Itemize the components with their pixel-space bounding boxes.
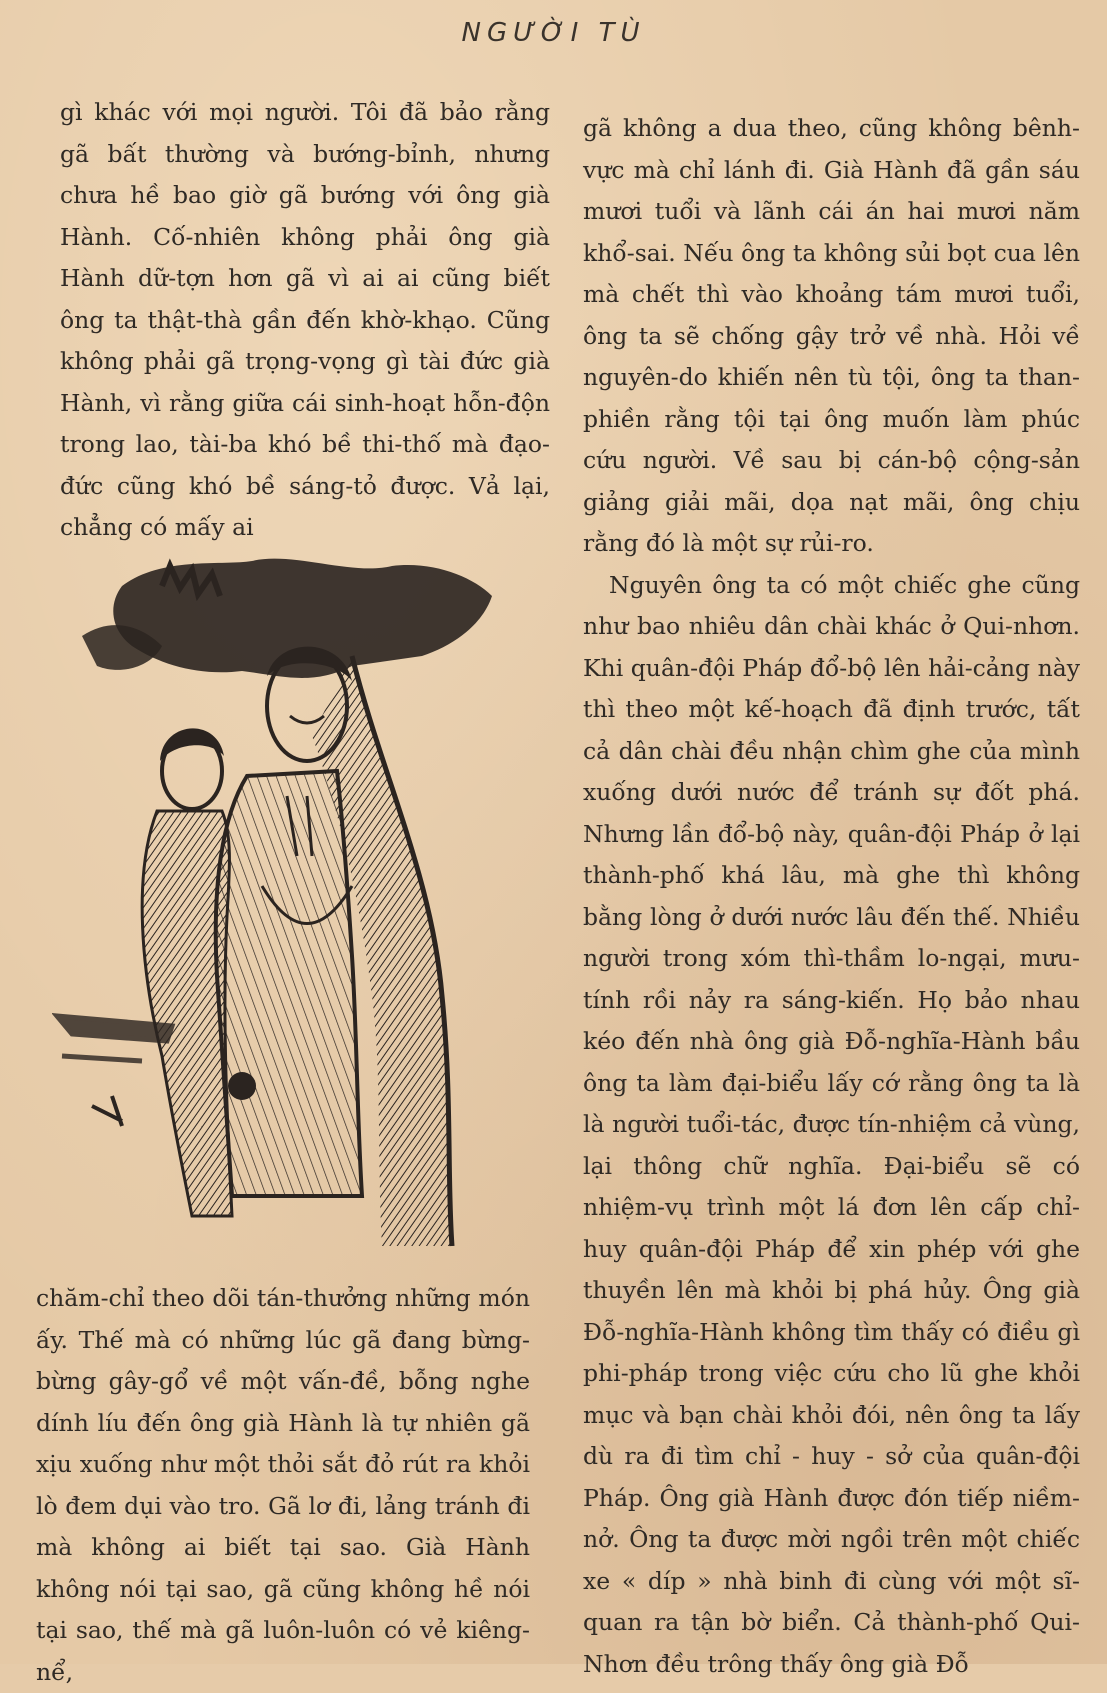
right-column	[583, 108, 1080, 1685]
paragraph: gì khác với mọi người. Tôi đã bảo rằng gã bất thường và bướng-bỉnh, nhưng chưa hề bao giờ gã bướng với ông già Hành. Cố-nhiên không phải ông già Hành dữ-tợn hơn gã vì ai ai cũng biết ông ta thật-thà gần đến khờ-khạo. Cũng không phải gã trọng-vọng gì tài đức già Hành, vì rằng giữa cái sinh-hoạt hỗn-độn trong lao, tài-ba khó bề thi-thố mà đạo-đức cũng khó bề sáng-tỏ được. Vả lại, chẳng có mấy ai	[60, 98, 550, 541]
left-column-top	[60, 92, 550, 549]
woman-body	[142, 811, 232, 1216]
man-body	[216, 771, 362, 1196]
illustration	[52, 556, 536, 1256]
paragraph: Nguyên ông ta có một chiếc ghe cũng như bao nhiêu dân chài khác ở Qui-nhơn. Khi quân-đội Pháp đổ-bộ lên hải-cảng này thì theo một kế-hoạch đã định trước, tất cả dân chài đều nhận chìm ghe của mình xuống dưới nước để tránh sự đốt phá. Nhưng lần đổ-bộ này, quân-đội Pháp ở lại thành-phố khá lâu, mà ghe thì không bằng lòng ở dưới nước lâu đến thế. Nhiều người trong xóm thì-thầm lo-ngại, mưu-tính rồi nảy ra sáng-kiến. Họ bảo nhau kéo đến nhà ông già Đỗ-nghĩa-Hành bầu ông ta làm đại-biểu lấy cớ rằng ông ta là là người tuổi-tác, được tín-nhiệm cả vùng, lại thông chữ nghĩa. Đại-biểu sẽ có nhiệm-vụ trình một lá đơn lên cấp chỉ-huy quân-đội Pháp để xin phép với ghe thuyền lên mà khỏi bị phá hủy. Ông già Đỗ-nghĩa-Hành không tìm thấy có điều gì phi-pháp trong việc cứu cho lũ ghe khỏi mục và bạn chài khỏi đói, nên ông ta lấy dù ra đi tìm chỉ - huy - sở của quân-đội Pháp. Ông già Hành được đón tiếp niềm-nở. Ông ta được mời ngồi trên một chiếc xe « díp » nhà binh đi cùng với một sĩ-quan ra tận bờ biển. Cả thành-phố Qui-Nhơn đều trông thấy ông già Đỗ	[583, 570, 1080, 1678]
left-column-bottom	[36, 1278, 530, 1693]
paragraph: gã không a dua theo, cũng không bênh-vực mà chỉ lánh đi. Già Hành đã gần sáu mươi tuổi và lãnh cái án hai mươi năm khổ-sai. Nếu ông ta không sủi bọt cua lên mà chết thì vào khoảng tám mươi tuổi, ông ta sẽ chống gậy trở về nhà. Hỏi về nguyên-do khiến nên tù tội, ông ta than-phiền rằng tội tại ông muốn làm phúc cứu người. Về sau bị cán-bộ cộng-sản giảng giải mãi, dọa nạt mãi, ông chịu rằng đó là một sự rủi-ro.	[583, 114, 1080, 557]
foreground-boat	[57, 1016, 172, 1061]
paragraph: chăm-chỉ theo dõi tán-thưởng những món ấy. Thế mà có những lúc gã đang bừng-bừng gây-gổ về một vấn-đề, bỗng nghe dính líu đến ông già Hành là tự nhiên gã xịu xuống như một thỏi sắt đỏ rút ra khỏi lò đem dụi vào tro. Gã lơ đi, lảng tránh đi mà không ai biết tại sao. Già Hành không nói tại sao, gã cũng không hề nói tại sao, thế mà gã luôn-luôn có vẻ kiêng-nể,	[36, 1284, 530, 1686]
running-header: NGƯỜI TÙ	[461, 18, 646, 48]
